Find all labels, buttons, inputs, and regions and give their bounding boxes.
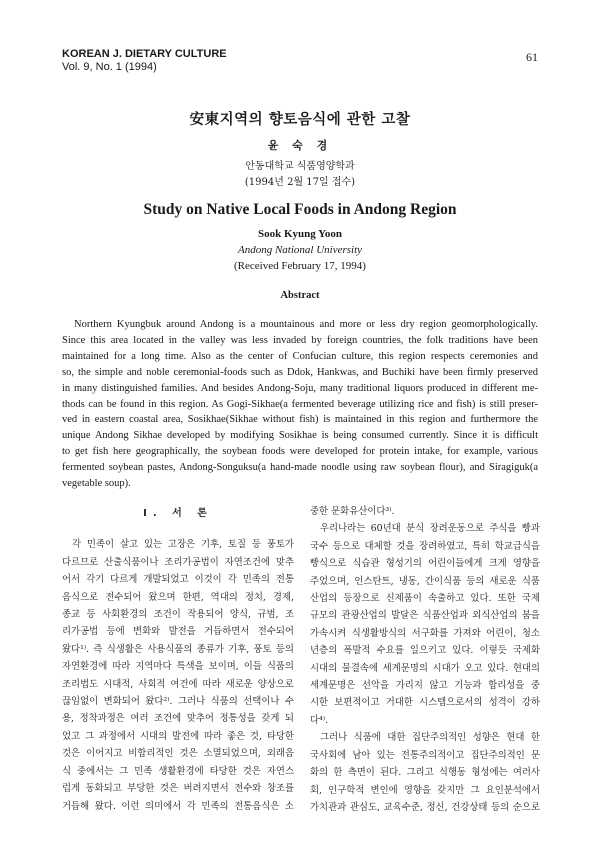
body-line: 그러나 식품에 대한 집단주의적인 성향은 현대 한 <box>320 732 540 744</box>
body-line: 세계문명은 선악을 가리지 않고 기능과 합리성을 중 <box>310 680 540 692</box>
body-line: 자연환경에 따라 지역마다 특색을 보이며, 이들 식품의 <box>62 661 294 673</box>
abstract-line: in many distinguished families. And besides Andong-Soju, many traditional liquors produced in different me- <box>62 382 538 394</box>
english-title: Study on Native Local Foods in Andong Region <box>143 201 457 218</box>
korean-affiliation: 안동대학교 식품영양학과 <box>245 161 355 172</box>
english-received-date: (Received February 17, 1994) <box>234 260 366 272</box>
korean-title: 安東지역의 향토음식에 관한 고찰 <box>189 112 411 128</box>
body-line: 어서 각기 다르게 개발되었고 이것이 각 민족의 전통 <box>62 574 294 586</box>
body-line: 각 민족이 살고 있는 고장은 기후, 토질 등 풍토가 <box>72 539 294 551</box>
abstract-body <box>62 317 538 492</box>
body-line: 거듭해 왔다. 이런 의미에서 각 민족의 전통음식은 소 <box>62 800 294 812</box>
body-line: 조리법도 시대적, 사회적 여건에 따라 새로운 양상으로 <box>62 678 294 690</box>
abstract-line: unique Andong Sikhae developed by modifying Sosikhae is being consumed currently. Since it is difficult <box>62 430 538 442</box>
korean-received-date: (1994년 2월 17일 접수) <box>244 177 356 188</box>
body-line: 주었으며, 인스탄트, 냉동, 간이식품 등의 새로운 식품 <box>310 575 540 587</box>
body-line: 우리나라는 60년대 분식 장려운동으로 주식을 빵과 <box>320 523 540 535</box>
body-line: 것은 이어지고 비합리적인 것은 소멸되었으며, 외래음 <box>62 748 294 760</box>
body-line: 식 중에서는 그 민족 생활환경에 타당한 것은 자연스 <box>62 765 294 777</box>
body-line: 리가공법 등에 변화와 발전을 거듭하면서 전수되어 <box>62 626 294 638</box>
section-heading: I. 서 론 <box>143 508 213 519</box>
journal-header <box>62 48 227 74</box>
body-line: 년층의 폭발적 수요를 일으키고 있다. 이렇듯 국제화 <box>310 645 540 657</box>
journal-name: KOREAN J. DIETARY CULTURE <box>62 48 227 60</box>
abstract-line: vegetable soup). <box>62 478 131 490</box>
abstract-line: fermented soybean pastes, Andong-Songuksu(a hand-made noodle using raw soybean flour), and Siragiguk(a <box>62 462 538 474</box>
body-column-left <box>62 505 294 815</box>
body-line: 빵식으로 식습관 형성기의 어린이들에게 크게 영향을 <box>310 558 540 570</box>
body-line: 시한 보편적이고 거대한 시스템으로서의 성격이 강하 <box>310 697 540 709</box>
abstract-heading: Abstract <box>280 290 320 301</box>
body-line: 가치관과 관심도, 교육수준, 정신, 건강상태 등의 순으로 <box>310 801 540 813</box>
body-line: 용, 정착과정은 여러 조건에 맞추어 정통성을 갖게 되 <box>62 713 294 725</box>
body-line: 시대의 물결속에 세계문명의 시대가 오고 있다. 현대의 <box>310 662 540 674</box>
body-line: 산업의 등장으로 신제품이 속출하고 있다. 또한 국제 <box>310 593 540 605</box>
body-line: 중한 문화유산이다³⁾. <box>310 506 395 517</box>
abstract-line: maintained for a long time. Also as the center of Confucian culture, this region respects ceremonies and <box>62 350 538 362</box>
journal-volume: Vol. 9, No. 1 (1994) <box>62 61 157 73</box>
abstract-line: Northern Kyungbuk around Andong is a mountainous and more or less dry region geomorphologically. <box>74 319 538 330</box>
body-column-right <box>310 503 540 816</box>
body-line: 화의 한 측면이 된다. 그리고 식행동 형성에는 여러사 <box>310 767 540 779</box>
body-line: 국사회에 남아 있는 전통주의적이고 집단주의적인 문 <box>310 749 540 761</box>
body-line: 었고 그 과정에서 시대의 발전에 따라 좋은 것, 타당한 <box>62 730 294 742</box>
abstract-line: ved in eastern coastal area, Sosikhae(Sikhae without fish) is maintained in this region and furthermore the <box>62 414 538 426</box>
body-line: 끊임없이 변화되어 왔다²⁾. 그러나 식품의 선택이나 수 <box>62 696 294 708</box>
english-author: Sook Kyung Yoon <box>258 228 342 240</box>
english-affiliation: Andong National University <box>237 244 363 256</box>
page-number: 61 <box>526 50 538 64</box>
abstract-line: so, the simple and noble ceremonial-foods such as Ddok, Hankwas, and Buchiki have been firmly preserved <box>62 366 538 378</box>
body-line: 회, 인구학적 변인에 영향을 갖지만 그 요인분석에서 <box>310 784 540 796</box>
body-line: 종교 등 사회환경의 조건이 작용되어 양식, 규범, 조 <box>62 609 294 621</box>
body-line: 국수 등으로 대체할 것을 장려하였고, 특히 학교급식을 <box>310 540 540 552</box>
abstract-line: to get fish here geographically, the soybean foods were developed for protein intake, for example, various <box>62 446 538 458</box>
body-line: 음식으로 전수되어 왔으며 한편, 역대의 정치, 경제, <box>62 591 294 603</box>
abstract-line: Since this area located in the valley was less invaded by foreign countries, the folk traditions have been <box>62 334 538 346</box>
body-line: 럽게 동화되고 부당한 것은 버려지면서 전수와 창조를 <box>62 783 294 795</box>
abstract-line: thods can be found in this region. As Gogi-Sikhae(a fermented beverage utilizing rice and fish) is still preser- <box>62 398 538 410</box>
body-line: 규모의 관광산업의 발달은 식품산업과 외식산업의 붐을 <box>310 610 540 622</box>
body-line: 가속시켜 식생활방식의 서구화를 가져와 어린이, 청소 <box>310 627 540 639</box>
body-line: 왔다¹⁾. 즉 식생활은 사용식품의 종류가 기후, 풍토 등의 <box>62 643 294 655</box>
korean-author: 윤 숙 경 <box>267 139 333 152</box>
body-line: 다르므로 산출식품이나 조리가공법이 자연조건에 맞추 <box>62 556 294 568</box>
body-line: 다⁴⁾. <box>310 714 329 726</box>
